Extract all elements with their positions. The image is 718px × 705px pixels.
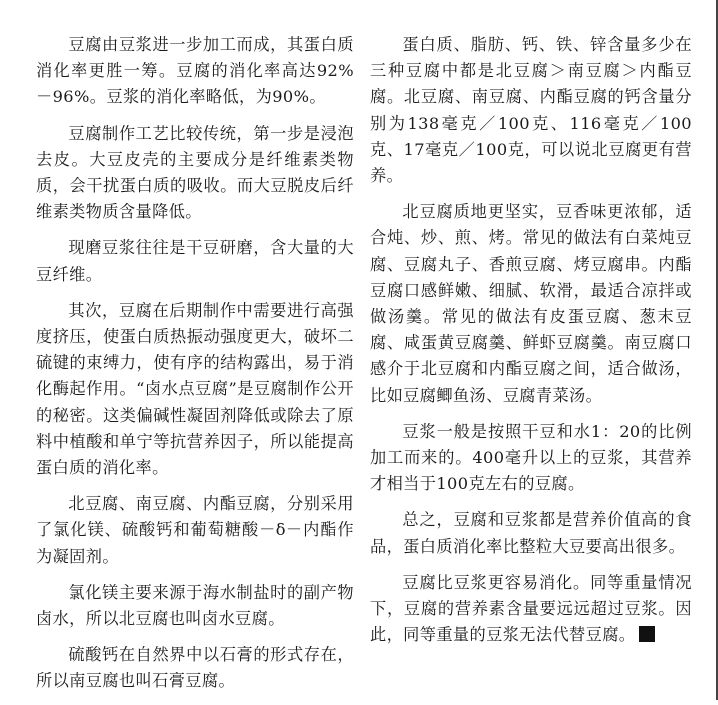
- paragraph: 其次，豆腐在后期制作中需要进行高强度挤压，使蛋白质热振动强度更大，破坏二硫键的束缚力，使有序的结构露出，易于消化酶起作用。“卤水点豆腐”是豆腐制作公开的秘密。这类偏碱性凝固剂降低或除去了原料中植酸和单宁等抗营养因子，所以能提高蛋白质的消化率。: [36, 300, 354, 478]
- paragraph: 总之，豆腐和豆浆都是营养价值高的食品，蛋白质消化率比整粒大豆要高出很多。: [370, 510, 692, 556]
- paragraph: 豆腐制作工艺比较传统，第一步是浸泡去皮。大豆皮壳的主要成分是纤维素类物质，会干扰蛋白质的吸收。而大豆脱皮后纤维素类物质含量降低。: [36, 123, 354, 222]
- paragraph: 北豆腐质地更坚实，豆香味更浓郁，适合炖、炒、煎、烤。常见的做法有白菜炖豆腐、豆腐丸子、香煎豆腐、烤豆腐串。内酯豆腐口感鲜嫩、细腻、软滑，最适合凉拌或做汤羹。常见的做法有皮蛋豆腐、葱末豆腐、咸蛋黄豆腐羹、鲜虾豆腐羹。南豆腐口感介于北豆腐和内酯豆腐之间，适合做汤，比如豆腐鲫鱼汤、豆腐青菜汤。: [370, 202, 692, 405]
- paragraph-text: 豆腐比豆浆更容易消化。同等重量情况下，豆腐的营养素含量要远远超过豆浆。因此，同等重量的豆浆无法代替豆腐。: [370, 572, 692, 645]
- paragraph: 豆腐由豆浆进一步加工而成，其蛋白质消化率更胜一筹。豆腐的消化率高达92%－96%。豆浆的消化率略低，为90%。: [36, 35, 354, 107]
- last-paragraph: [370, 570, 692, 649]
- paragraph: 蛋白质、脂肪、钙、铁、锌含量多少在三种豆腐中都是北豆腐＞南豆腐＞内酯豆腐。北豆腐、南豆腐、内酯豆腐的钙含量分别为138毫克／100克、116毫克／100克、17毫克／100克，可以说北豆腐更有营养。: [370, 35, 692, 186]
- right-column: [370, 32, 692, 658]
- paragraph: 豆浆一般是按照干豆和水1：20的比例加工而来的。400毫升以上的豆浆，其营养才相当于100克左右的豆腐。: [370, 421, 692, 494]
- paragraph: 北豆腐、南豆腐、内酯豆腐，分别采用了氯化镁、硫酸钙和葡萄糖酸－δ－内酯作为凝固剂。: [36, 494, 354, 566]
- paragraph: 现磨豆浆往往是干豆研磨，含大量的大豆纤维。: [36, 238, 354, 284]
- paragraph: 氯化镁主要来源于海水制盐时的副产物卤水，所以北豆腐也叫卤水豆腐。: [36, 582, 354, 629]
- left-column: [36, 32, 354, 705]
- end-of-article-mark: [639, 626, 655, 642]
- paragraph: 硫酸钙在自然界中以石膏的形式存在，所以南豆腐也叫石膏豆腐。: [36, 645, 354, 691]
